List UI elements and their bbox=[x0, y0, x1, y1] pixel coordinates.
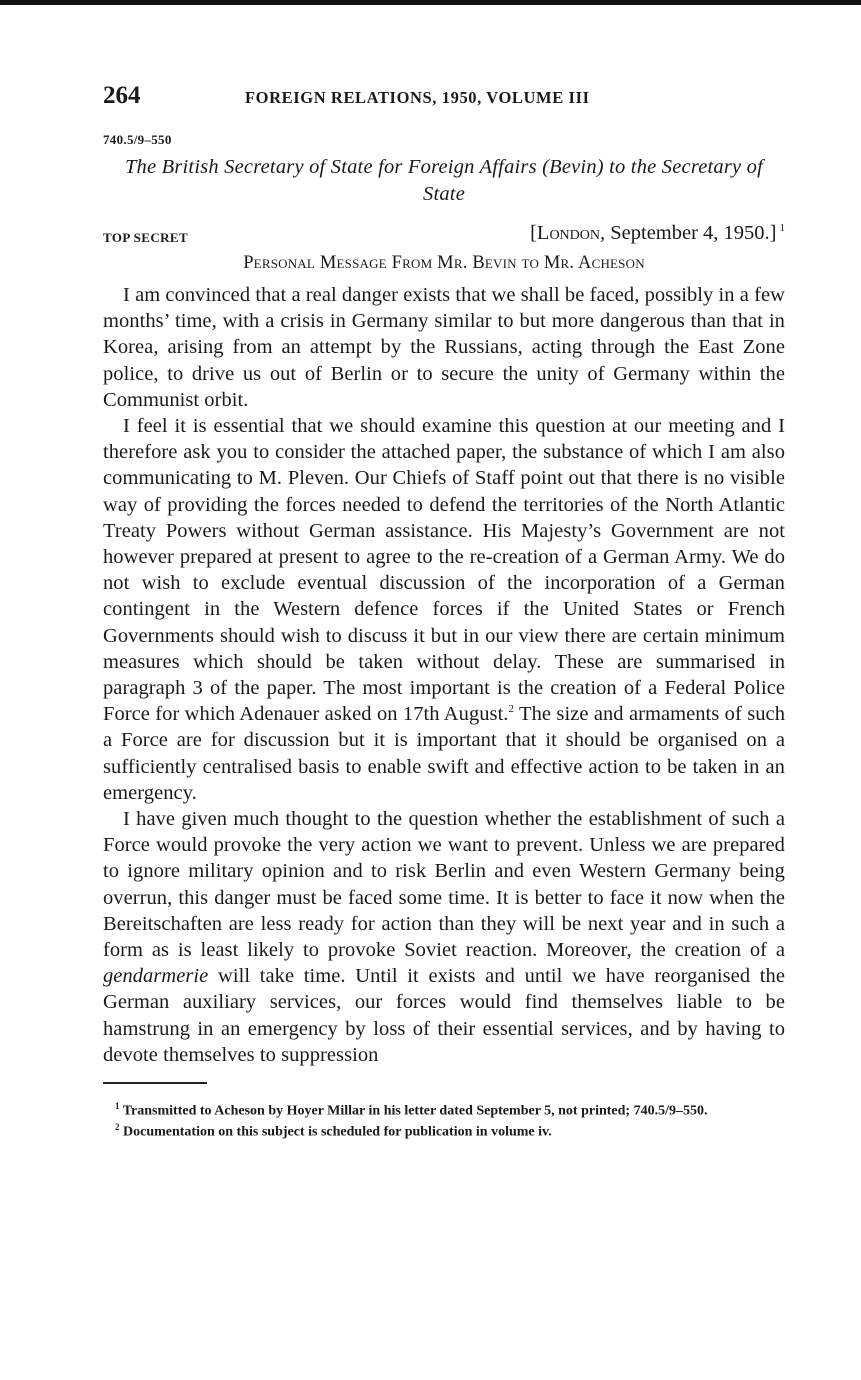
classification-row bbox=[103, 222, 785, 252]
dateline-date: September 4, 1950.] bbox=[605, 222, 777, 244]
page-number: 264 bbox=[103, 82, 141, 109]
paragraph-3-part-1: I have given much thought to the question whether the establishment of such a Force would provoke the very action we want to prevent. Unless we are prepared to ignore military opinion and to risk Berlin and even Western Germany being overrun, this danger must be faced some time. It is better to face it now when the Bereitschaften are less ready for action than they will be next year and in such a form as is least likely to provoke Soviet reaction. Moreover, the creation of a bbox=[103, 808, 785, 962]
paragraph-2 bbox=[103, 413, 785, 806]
document-page bbox=[103, 80, 785, 1141]
body-text bbox=[103, 282, 785, 1068]
running-title: FOREIGN RELATIONS, 1950, VOLUME III bbox=[245, 88, 590, 107]
footnote-2-text: Documentation on this subject is scheduled for publication in volume iv. bbox=[119, 1124, 552, 1140]
message-subheading: Personal Message From Mr. Bevin to Mr. Acheson bbox=[243, 253, 645, 273]
footnote-1-marker: 1 bbox=[115, 1100, 120, 1111]
paragraph-2-part-2: The size and armaments of such a Force are for discussion but it is important that it should be organised on a sufficiently centralised basis to enable swift and effective action to be taken in an emergency. bbox=[103, 703, 785, 804]
document-title: The British Secretary of State for Foreign Affairs (Bevin) to the Secretary of State bbox=[124, 156, 764, 205]
file-number: 740.5/9–550 bbox=[103, 132, 172, 147]
footnote-2-marker: 2 bbox=[115, 1122, 120, 1133]
footnote-2 bbox=[103, 1119, 785, 1141]
paragraph-3-italic-term: gendarmerie bbox=[103, 965, 209, 988]
running-head bbox=[103, 80, 785, 114]
paragraph-1: I am convinced that a real danger exists that we shall be faced, possibly in a few months’ time, with a crisis in Germany similar to but more dangerous than that in Korea, arising from an attempt by the Russians, acting through the East Zone police, to drive us out of Berlin or to secure the unity of Germany within the Communist orbit. bbox=[103, 284, 785, 411]
paragraph-2-part-1: I feel it is essential that we should examine this question at our meeting and I therefore ask you to consider the attached paper, the substance of which I am also communicating to M. Pleven. Our Chiefs of Staff point out that there is no visible way of providing the forces needed to defend the territories of the North Atlantic Treaty Powers without German assistance. His Majesty’s Government are not however prepared at present to agree to the re-creation of a German Army. We do not wish to exclude eventual discussion of the incorporation of a German contingent in the Western defence forces if the United States or French Governments should wish to discuss it but in our view there are certain minimum measures which should be taken without delay. These are summarised in paragraph 3 of the paper. The most important is the creation of a Federal Police Force for which Adenauer asked on 17th August. bbox=[103, 415, 785, 726]
footnotes bbox=[103, 1098, 785, 1141]
top-edge-rule bbox=[0, 0, 861, 5]
footnote-divider bbox=[103, 1082, 207, 1084]
dateline bbox=[530, 222, 785, 245]
dateline-place: [London, bbox=[530, 222, 606, 244]
paragraph-3-part-2: will take time. Until it exists and until we have reorganised the German auxiliary services, our forces would find themselves liable to be hamstrung in an emergency by loss of their essential services, and by having to devote themselves to suppression bbox=[103, 965, 785, 1066]
classification-label: TOP SECRET bbox=[103, 230, 189, 245]
footnote-ref-2: 2 bbox=[508, 703, 515, 716]
paragraph-3 bbox=[103, 806, 785, 1068]
footnote-1-text: Transmitted to Acheson by Hoyer Millar in his letter dated September 5, not printed; 740.5/9–550. bbox=[119, 1103, 708, 1119]
footnote-ref-1: 1 bbox=[779, 222, 785, 235]
footnote-1 bbox=[103, 1098, 785, 1120]
